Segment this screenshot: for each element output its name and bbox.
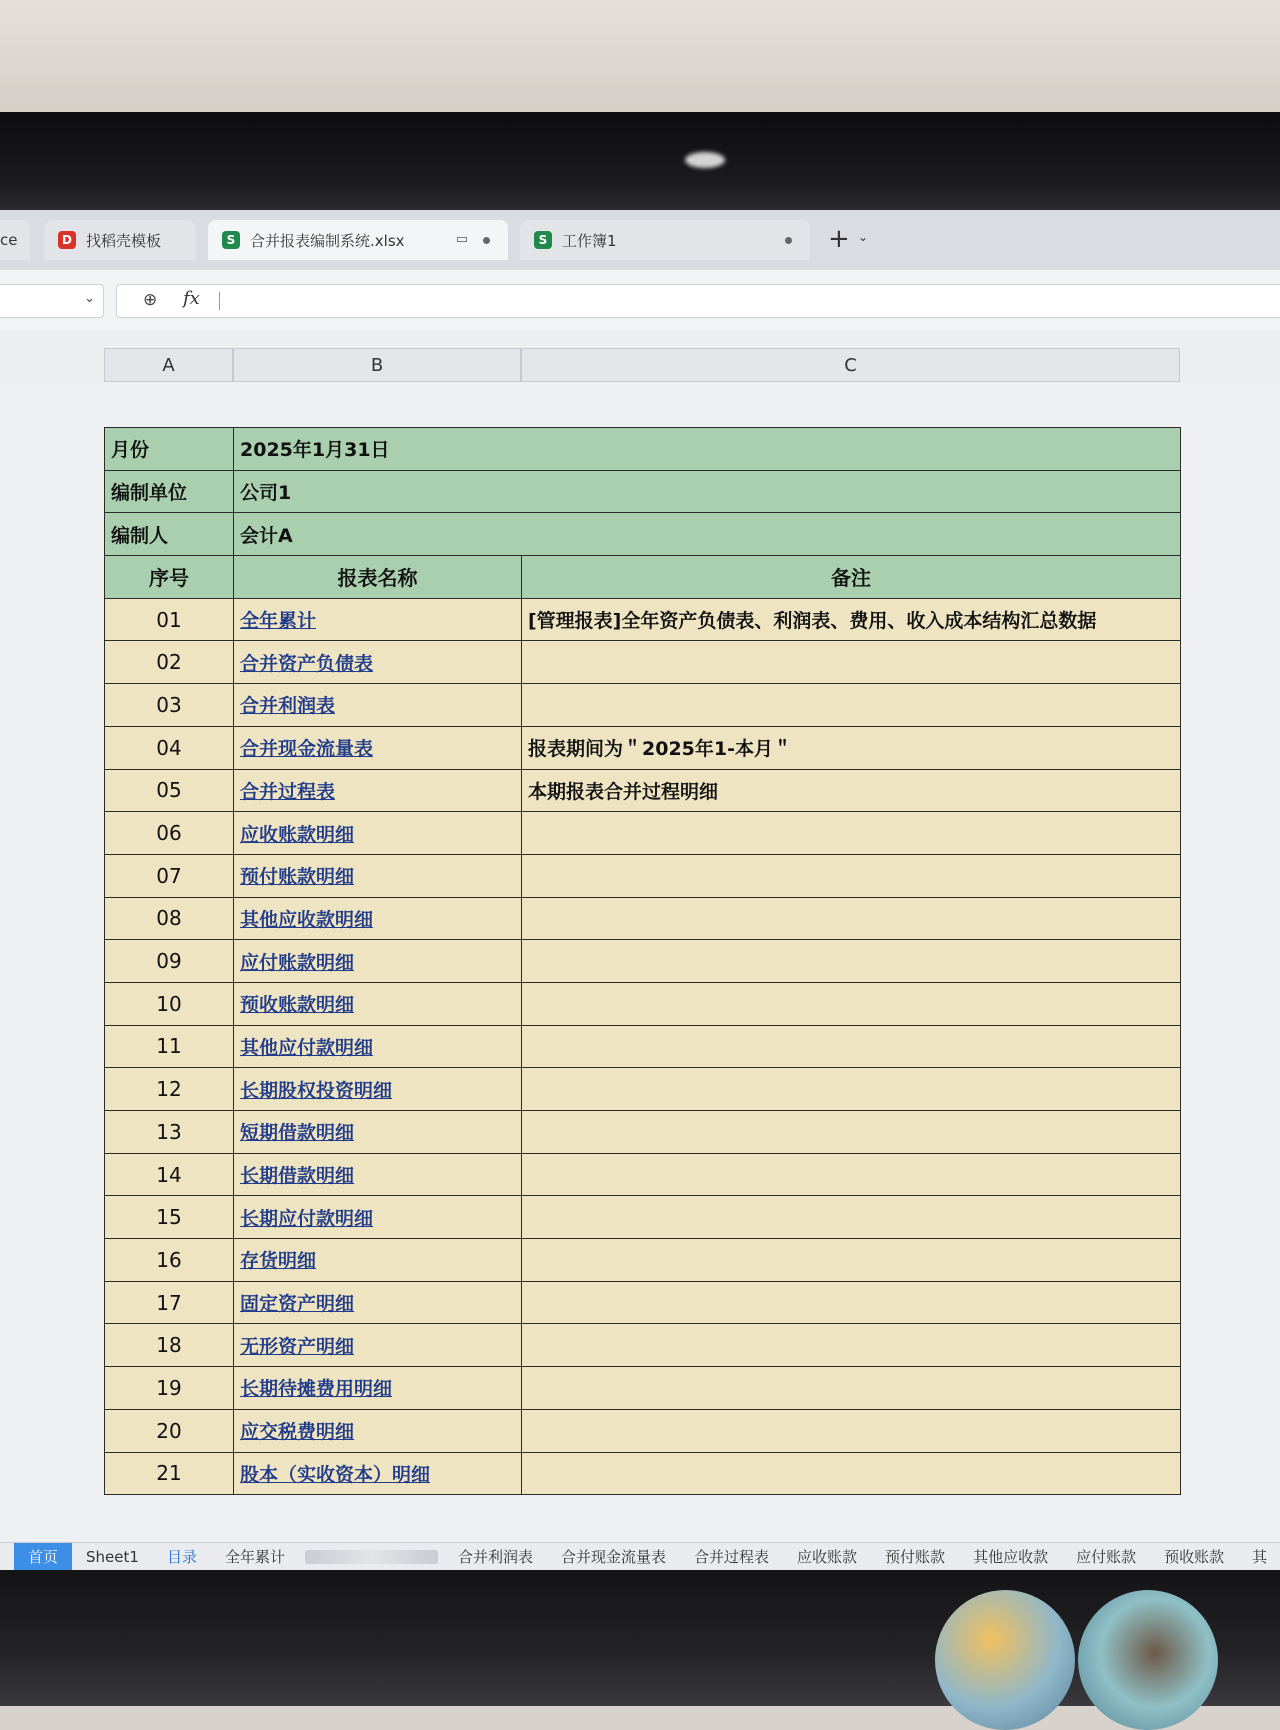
row-note[interactable] <box>522 1409 1181 1452</box>
sheet-s-icon: S <box>222 231 240 249</box>
row-report-cell[interactable] <box>234 1025 522 1068</box>
row-note[interactable]: 报表期间为＂2025年1-本月＂ <box>522 726 1181 769</box>
report-directory-table <box>104 427 1181 1495</box>
report-link[interactable]: 存货明细 <box>240 1250 317 1273</box>
row-report-cell[interactable] <box>234 1153 522 1196</box>
table-row <box>105 641 1181 684</box>
row-report-cell[interactable] <box>234 982 522 1025</box>
sheet-tab[interactable]: 合并利润表 <box>457 1548 533 1566</box>
sheet-tab[interactable]: 预付账款 <box>885 1548 946 1566</box>
row-note[interactable] <box>522 641 1181 684</box>
background-wall <box>0 0 1280 112</box>
tab-bar <box>0 210 1280 270</box>
row-report-cell[interactable] <box>234 1281 522 1324</box>
table-row <box>105 854 1181 897</box>
table-row <box>105 1239 1181 1282</box>
row-note[interactable] <box>522 1367 1181 1410</box>
unsaved-dot-icon <box>785 237 792 244</box>
table-row <box>105 897 1181 940</box>
sheet-tab[interactable]: 首页 <box>14 1543 72 1570</box>
row-report-cell[interactable] <box>234 1367 522 1410</box>
report-link[interactable]: 合并利润表 <box>240 695 336 718</box>
sheet-tab[interactable]: 应付账款 <box>1076 1548 1137 1566</box>
row-report-cell[interactable] <box>234 769 522 812</box>
row-report-cell[interactable] <box>234 812 522 855</box>
row-note[interactable] <box>522 812 1181 855</box>
table-row <box>105 1153 1181 1196</box>
report-link[interactable]: 股本（实收资本）明细 <box>240 1463 431 1486</box>
row-seq[interactable]: 05 <box>105 769 234 812</box>
report-link[interactable]: 合并过程表 <box>240 780 336 803</box>
sheet-tab[interactable]: 应收账款 <box>797 1548 858 1566</box>
row-report-cell[interactable] <box>234 1452 522 1495</box>
row-note[interactable] <box>522 1025 1181 1068</box>
table-row <box>105 1068 1181 1111</box>
report-link[interactable]: 其他应收款明细 <box>240 908 374 931</box>
row-note[interactable] <box>522 940 1181 983</box>
row-seq[interactable]: 13 <box>105 1111 234 1154</box>
row-seq[interactable]: 06 <box>105 812 234 855</box>
report-link[interactable]: 长期待摊费用明细 <box>240 1378 393 1401</box>
report-link[interactable]: 长期股权投资明细 <box>240 1079 393 1102</box>
row-seq[interactable]: 12 <box>105 1068 234 1111</box>
tab-template[interactable] <box>44 220 196 260</box>
sheet-tab[interactable]: 预收账款 <box>1164 1548 1225 1566</box>
sheet-tab[interactable]: 合并过程表 <box>694 1548 770 1566</box>
row-seq[interactable]: 18 <box>105 1324 234 1367</box>
row-seq[interactable]: 17 <box>105 1281 234 1324</box>
formula-bar <box>0 270 1280 330</box>
row-note[interactable] <box>522 982 1181 1025</box>
light-glare <box>685 152 725 168</box>
tab-workbook1[interactable] <box>520 220 810 260</box>
header-note[interactable]: 备注 <box>522 556 1181 599</box>
row-seq[interactable]: 16 <box>105 1239 234 1282</box>
row-report-cell[interactable] <box>234 1068 522 1111</box>
table-row <box>105 982 1181 1025</box>
unit-value[interactable]: 公司1 <box>234 470 1181 513</box>
row-report-cell[interactable] <box>234 940 522 983</box>
report-link[interactable]: 长期应付款明细 <box>240 1207 374 1230</box>
chevron-down-icon: ⌄ <box>84 291 95 306</box>
table-row <box>105 598 1181 641</box>
table-row <box>105 812 1181 855</box>
tab-partial[interactable] <box>0 220 30 260</box>
table-header-row <box>105 556 1181 599</box>
row-note[interactable] <box>522 1281 1181 1324</box>
row-seq[interactable]: 15 <box>105 1196 234 1239</box>
row-note[interactable]: [管理报表]全年资产负债表、利润表、费用、收入成本结构汇总数据 <box>522 598 1181 641</box>
sheet-tab[interactable]: 全年累计 <box>224 1548 285 1566</box>
new-tab-button[interactable]: + <box>828 224 850 254</box>
row-seq[interactable]: 02 <box>105 641 234 684</box>
report-link[interactable]: 应交税费明细 <box>240 1421 355 1444</box>
tab-label: ce <box>0 231 18 249</box>
name-box[interactable] <box>0 284 104 318</box>
tab-active-workbook[interactable] <box>208 220 508 260</box>
sheet-tab[interactable]: 合并现金流量表 <box>561 1548 667 1566</box>
info-row-unit <box>105 470 1181 513</box>
row-seq[interactable]: 20 <box>105 1409 234 1452</box>
column-header-c[interactable]: C <box>521 348 1180 382</box>
report-link[interactable]: 应收账款明细 <box>240 823 355 846</box>
report-link[interactable]: 固定资产明细 <box>240 1293 355 1316</box>
row-seq[interactable]: 11 <box>105 1025 234 1068</box>
report-link[interactable]: 应付账款明细 <box>240 951 355 974</box>
monitor-bezel-top <box>0 112 1280 210</box>
row-report-cell[interactable] <box>234 726 522 769</box>
row-note[interactable] <box>522 897 1181 940</box>
preparer-value[interactable]: 会计A <box>234 513 1181 556</box>
month-label[interactable]: 月份 <box>105 428 234 471</box>
row-seq[interactable]: 01 <box>105 598 234 641</box>
table-row <box>105 726 1181 769</box>
table-row <box>105 1367 1181 1410</box>
report-link[interactable]: 预收账款明细 <box>240 994 355 1017</box>
row-report-cell[interactable] <box>234 641 522 684</box>
formula-input[interactable] <box>116 284 1280 318</box>
header-name[interactable]: 报表名称 <box>234 556 522 599</box>
text-caret <box>219 292 220 310</box>
month-value[interactable]: 2025年1月31日 <box>234 428 1181 471</box>
report-link[interactable]: 短期借款明细 <box>240 1122 355 1145</box>
sheet-tab[interactable]: 其 <box>1252 1548 1268 1566</box>
table-row <box>105 1025 1181 1068</box>
row-note[interactable] <box>522 684 1181 727</box>
preparer-label[interactable]: 编制人 <box>105 513 234 556</box>
row-seq[interactable]: 08 <box>105 897 234 940</box>
row-note[interactable] <box>522 1452 1181 1495</box>
column-header-b[interactable]: B <box>233 348 521 382</box>
row-report-cell[interactable] <box>234 1196 522 1239</box>
info-row-month <box>105 428 1181 471</box>
table-row <box>105 1196 1181 1239</box>
row-report-cell[interactable] <box>234 598 522 641</box>
sheet-tab-bar <box>0 1542 1280 1570</box>
monitor-bezel-bottom <box>0 1570 1280 1706</box>
row-seq[interactable]: 07 <box>105 854 234 897</box>
sticker-decoration <box>1078 1590 1218 1730</box>
report-link[interactable]: 预付账款明细 <box>240 866 355 889</box>
row-note[interactable] <box>522 1324 1181 1367</box>
row-report-cell[interactable] <box>234 1409 522 1452</box>
unit-label[interactable]: 编制单位 <box>105 470 234 513</box>
row-note[interactable] <box>522 1068 1181 1111</box>
row-report-cell[interactable] <box>234 684 522 727</box>
row-report-cell[interactable] <box>234 897 522 940</box>
sheet-tab[interactable]: 其他应收款 <box>973 1548 1049 1566</box>
zoom-search-icon[interactable]: ⊕ <box>143 290 158 310</box>
wps-d-icon: D <box>58 231 76 249</box>
table-row <box>105 1324 1181 1367</box>
table-row <box>105 1452 1181 1495</box>
sheet-tab[interactable]: 目录 <box>166 1548 197 1566</box>
column-header-a[interactable]: A <box>104 348 233 382</box>
chevron-down-icon[interactable]: ⌄ <box>858 230 869 244</box>
row-note[interactable] <box>522 1196 1181 1239</box>
info-row-preparer <box>105 513 1181 556</box>
row-note[interactable] <box>522 854 1181 897</box>
sticker-decoration <box>935 1590 1075 1730</box>
table-row <box>105 769 1181 812</box>
row-report-cell[interactable] <box>234 1239 522 1282</box>
screen <box>0 210 1280 1570</box>
row-note[interactable] <box>522 1111 1181 1154</box>
row-seq[interactable]: 10 <box>105 982 234 1025</box>
row-seq[interactable]: 21 <box>105 1452 234 1495</box>
report-link[interactable]: 其他应付款明细 <box>240 1036 374 1059</box>
unsaved-dot-icon <box>483 237 490 244</box>
sheet-s-icon: S <box>534 231 552 249</box>
row-seq[interactable]: 14 <box>105 1153 234 1196</box>
row-seq[interactable]: 09 <box>105 940 234 983</box>
report-link[interactable]: 合并现金流量表 <box>240 738 374 761</box>
row-note[interactable]: 本期报表合并过程明细 <box>522 769 1181 812</box>
row-report-cell[interactable] <box>234 1324 522 1367</box>
tab-label: 找稻壳模板 <box>86 231 162 250</box>
table-row <box>105 940 1181 983</box>
header-seq[interactable]: 序号 <box>105 556 234 599</box>
tab-label: 合并报表编制系统.xlsx <box>250 231 405 250</box>
table-row <box>105 684 1181 727</box>
screen-share-icon[interactable]: ▭ <box>455 232 468 247</box>
table-row <box>105 1281 1181 1324</box>
report-link[interactable]: 无形资产明细 <box>240 1335 355 1358</box>
row-report-cell[interactable] <box>234 854 522 897</box>
tab-label: 工作簿1 <box>562 231 617 250</box>
row-seq[interactable]: 04 <box>105 726 234 769</box>
report-link[interactable]: 合并资产负债表 <box>240 652 374 675</box>
row-note[interactable] <box>522 1239 1181 1282</box>
row-note[interactable] <box>522 1153 1181 1196</box>
fx-icon[interactable]: fx <box>183 288 200 309</box>
table-row <box>105 1409 1181 1452</box>
row-seq[interactable]: 19 <box>105 1367 234 1410</box>
table-row <box>105 1111 1181 1154</box>
sheet-tab[interactable]: Sheet1 <box>86 1548 139 1566</box>
sheet-tab-obscured[interactable] <box>305 1550 438 1564</box>
report-link[interactable]: 长期借款明细 <box>240 1165 355 1188</box>
row-report-cell[interactable] <box>234 1111 522 1154</box>
row-seq[interactable]: 03 <box>105 684 234 727</box>
report-link[interactable]: 全年累计 <box>240 610 317 633</box>
